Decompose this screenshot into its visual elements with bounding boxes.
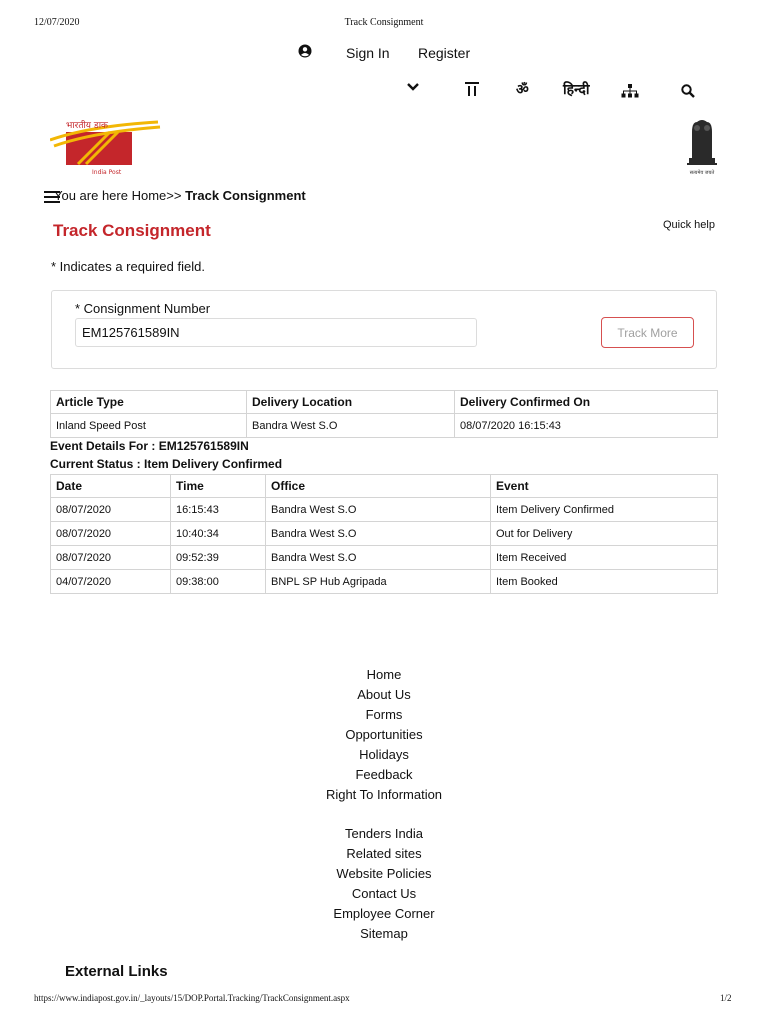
summary-cell: Inland Speed Post — [51, 414, 247, 438]
event-cell: Item Received — [491, 546, 718, 570]
chevron-down-icon[interactable] — [406, 82, 420, 92]
events-header-time: Time — [171, 475, 266, 498]
breadcrumb-prefix[interactable]: You are here Home>> — [54, 188, 182, 203]
print-url: https://www.indiapost.gov.in/_layouts/15/DOP.Portal.Tracking/TrackConsignment.aspx — [34, 993, 350, 1003]
india-post-logo[interactable] — [50, 118, 162, 176]
event-cell: 16:15:43 — [171, 498, 266, 522]
required-field-note: * Indicates a required field. — [51, 259, 205, 274]
footer-link-holidays[interactable]: Holidays — [359, 747, 409, 762]
page-title: Track Consignment — [53, 221, 211, 240]
footer-link-contact-us[interactable]: Contact Us — [351, 886, 417, 901]
event-cell: Out for Delivery — [491, 522, 718, 546]
footer-links-group-1 — [0, 665, 768, 805]
event-cell: Bandra West S.O — [266, 498, 491, 522]
footer-link-sitemap[interactable]: Sitemap — [360, 926, 408, 941]
print-date: 12/07/2020 — [34, 17, 80, 28]
font-size-toggle[interactable] — [465, 82, 479, 96]
summary-header-article-type: Article Type — [51, 391, 247, 414]
consignment-number-input[interactable] — [75, 318, 477, 347]
track-more-button[interactable]: Track More — [601, 317, 694, 348]
event-cell: 08/07/2020 — [51, 546, 171, 570]
events-header-office: Office — [266, 475, 491, 498]
breadcrumb-current: Track Consignment — [185, 188, 306, 203]
events-header-date: Date — [51, 475, 171, 498]
footer-links-group-2 — [0, 824, 768, 944]
footer-link-home[interactable]: Home — [366, 667, 402, 682]
event-cell: BNPL SP Hub Agripada — [266, 570, 491, 594]
summary-header-delivery-location: Delivery Location — [247, 391, 455, 414]
print-page-number: 1/2 — [720, 993, 732, 1003]
footer-link-rti[interactable]: Right To Information — [325, 787, 443, 802]
table-row — [51, 546, 718, 570]
breadcrumb — [54, 188, 306, 203]
logo-hindi-text: भारतीय डाक — [66, 121, 108, 131]
table-row — [51, 522, 718, 546]
table-row — [51, 498, 718, 522]
event-cell: Item Booked — [491, 570, 718, 594]
footer-link-forms[interactable]: Forms — [365, 707, 403, 722]
logo-english-text: India Post — [92, 169, 122, 176]
om-glyph-button[interactable]: ॐ — [516, 81, 529, 97]
footer-link-about-us[interactable]: About Us — [357, 687, 411, 702]
national-emblem-icon — [684, 118, 720, 176]
search-icon[interactable] — [681, 84, 695, 98]
print-title: Track Consignment — [344, 17, 424, 28]
table-row — [51, 414, 718, 438]
event-cell: Item Delivery Confirmed — [491, 498, 718, 522]
footer-link-related-sites[interactable]: Related sites — [346, 846, 422, 861]
event-details-heading: Event Details For : EM125761589IN — [50, 439, 249, 453]
event-cell: 04/07/2020 — [51, 570, 171, 594]
current-status-heading: Current Status : Item Delivery Confirmed — [50, 457, 283, 471]
summary-cell: Bandra West S.O — [247, 414, 455, 438]
footer-link-feedback[interactable]: Feedback — [355, 767, 413, 782]
events-table — [50, 474, 718, 594]
event-cell: Bandra West S.O — [266, 546, 491, 570]
emblem-caption: सत्यमेव जयते — [689, 170, 715, 176]
sitemap-icon[interactable] — [621, 84, 639, 98]
quick-help-link[interactable]: Quick help — [663, 219, 715, 231]
consignment-number-label: * Consignment Number — [75, 301, 211, 316]
event-cell: 08/07/2020 — [51, 522, 171, 546]
event-cell: Bandra West S.O — [266, 522, 491, 546]
hindi-language-link[interactable]: हिन्दी — [563, 81, 590, 97]
event-cell: 08/07/2020 — [51, 498, 171, 522]
event-cell: 10:40:34 — [171, 522, 266, 546]
event-cell: 09:52:39 — [171, 546, 266, 570]
register-link[interactable]: Register — [418, 45, 471, 61]
footer-link-employee-corner[interactable]: Employee Corner — [333, 906, 435, 921]
user-icon[interactable] — [298, 44, 312, 58]
event-cell: 09:38:00 — [171, 570, 266, 594]
footer-link-opportunities[interactable]: Opportunities — [345, 727, 423, 742]
summary-cell: 08/07/2020 16:15:43 — [455, 414, 718, 438]
summary-header-delivery-confirmed: Delivery Confirmed On — [455, 391, 718, 414]
table-row — [51, 570, 718, 594]
footer-link-tenders-india[interactable]: Tenders India — [344, 826, 424, 841]
sign-in-link[interactable]: Sign In — [346, 45, 390, 61]
consignment-summary-table — [50, 390, 718, 438]
external-links-heading: External Links — [65, 963, 168, 980]
events-header-event: Event — [491, 475, 718, 498]
footer-link-website-policies[interactable]: Website Policies — [336, 866, 432, 881]
